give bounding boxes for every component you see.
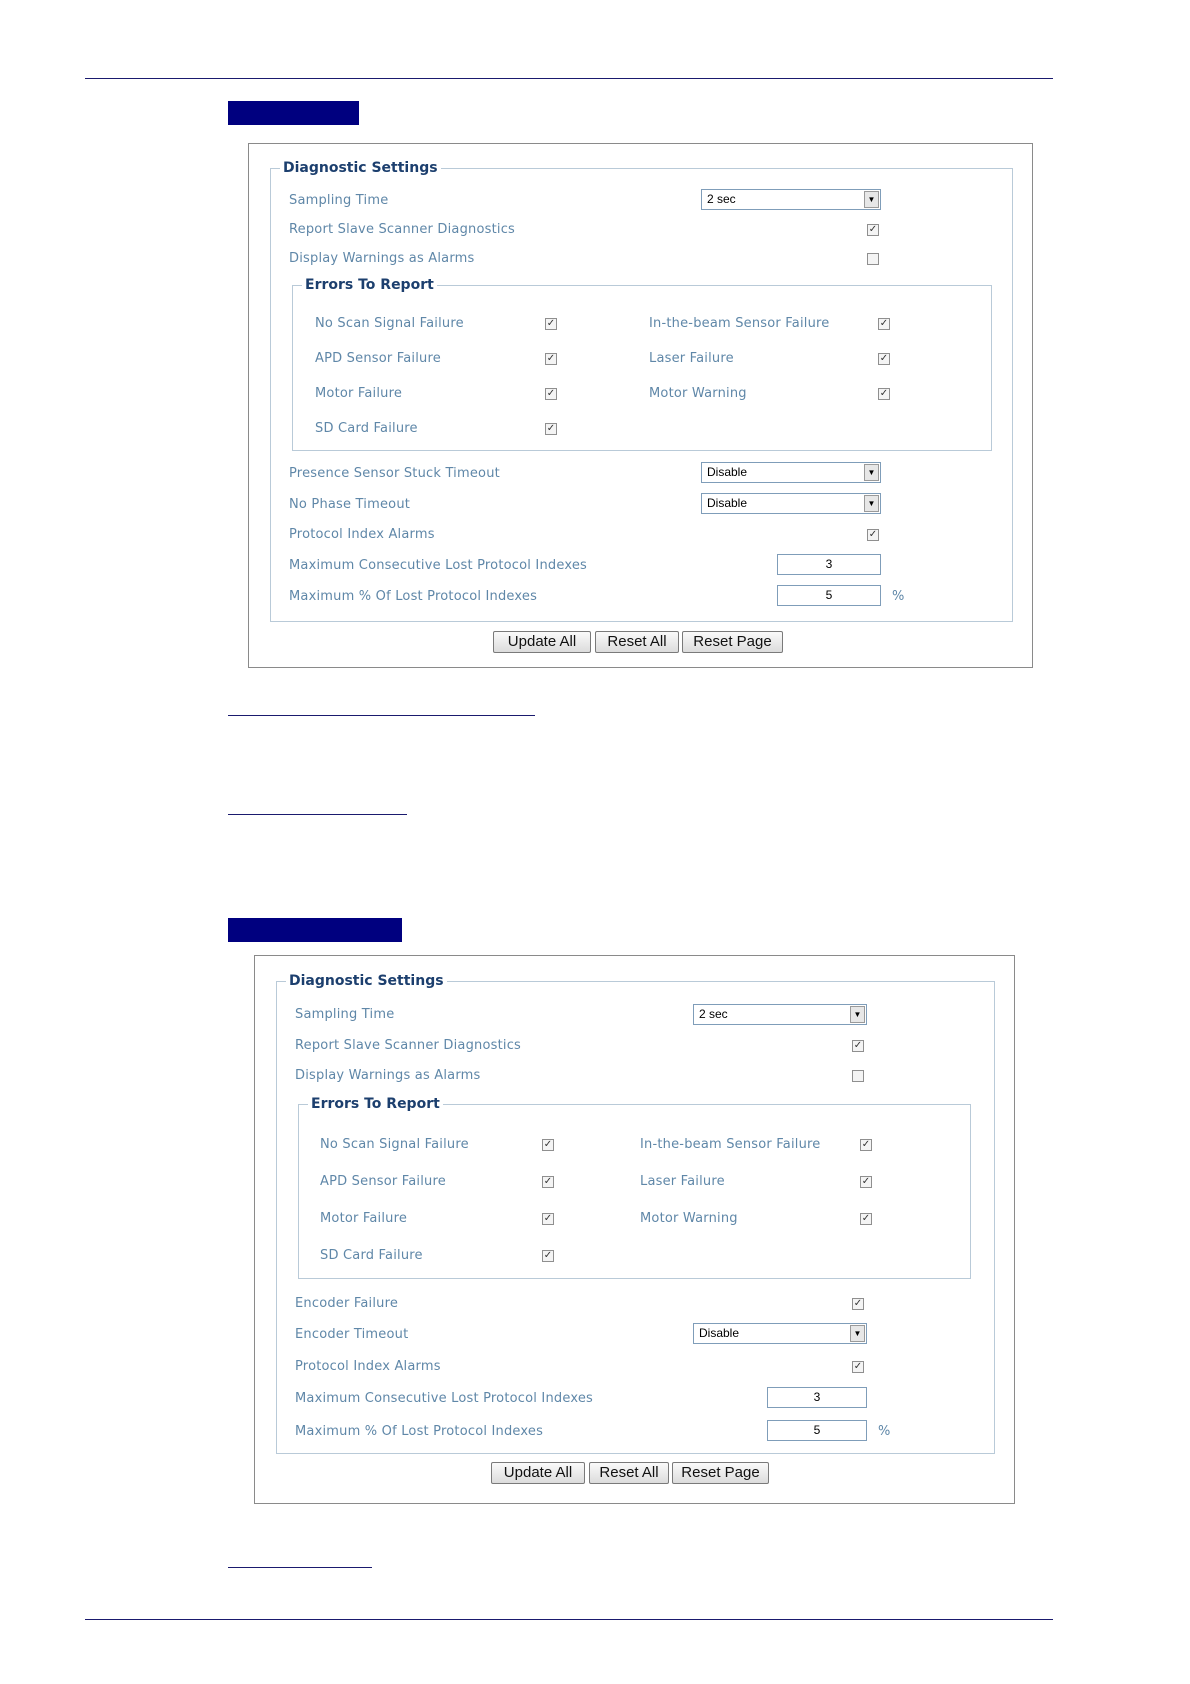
presence-timeout-value: Disable	[707, 465, 748, 479]
presence-timeout-select[interactable]	[701, 462, 881, 483]
chevron-down-icon: ▼	[850, 1006, 865, 1023]
encoder-timeout-value: Disable	[699, 1326, 740, 1340]
encoder-timeout-label: Encoder Timeout	[295, 1327, 409, 1342]
diagnostic-settings-panel-1	[248, 143, 1033, 668]
sampling-time-select[interactable]	[693, 1004, 867, 1025]
sd-card-checkbox[interactable]: ✓	[546, 423, 556, 434]
report-slave-label: Report Slave Scanner Diagnostics	[289, 222, 516, 237]
errors-legend: Errors To Report	[308, 1096, 443, 1112]
no-phase-timeout-value: Disable	[707, 496, 748, 510]
chevron-down-icon: ▼	[864, 191, 879, 208]
report-slave-label: Report Slave Scanner Diagnostics	[295, 1038, 522, 1053]
sd-card-label: SD Card Failure	[320, 1248, 423, 1263]
sd-card-checkbox[interactable]: ✓	[543, 1250, 553, 1261]
max-percent-input[interactable]: 5	[777, 585, 881, 606]
footer-rule	[85, 1619, 1053, 1620]
sampling-time-value: 2 sec	[707, 192, 736, 206]
diagnostic-settings-fieldset	[270, 160, 1013, 622]
max-percent-label: Maximum % Of Lost Protocol Indexes	[289, 589, 538, 604]
in-the-beam-label: In-the-beam Sensor Failure	[640, 1137, 821, 1152]
apd-label: APD Sensor Failure	[315, 351, 441, 366]
errors-to-report-fieldset	[292, 277, 992, 451]
laser-checkbox[interactable]: ✓	[879, 353, 889, 364]
no-scan-checkbox[interactable]: ✓	[546, 318, 556, 329]
caption-underline-3	[228, 1567, 372, 1568]
laser-label: Laser Failure	[649, 351, 734, 366]
motor-failure-checkbox[interactable]: ✓	[546, 388, 556, 399]
max-consecutive-input[interactable]: 3	[777, 554, 881, 575]
update-all-button[interactable]: Update All	[491, 1462, 585, 1484]
motor-warning-checkbox[interactable]: ✓	[879, 388, 889, 399]
motor-warning-label: Motor Warning	[640, 1211, 738, 1226]
percent-unit: %	[878, 1424, 891, 1439]
display-warnings-checkbox[interactable]	[867, 253, 879, 265]
errors-legend: Errors To Report	[302, 277, 437, 293]
caption-underline-2	[228, 814, 407, 815]
in-the-beam-checkbox[interactable]: ✓	[861, 1139, 871, 1150]
laser-label: Laser Failure	[640, 1174, 725, 1189]
sampling-time-label: Sampling Time	[289, 193, 389, 208]
reset-page-button[interactable]: Reset Page	[672, 1462, 769, 1484]
fieldset-legend: Diagnostic Settings	[280, 160, 441, 176]
chevron-down-icon: ▼	[864, 464, 879, 481]
caption-underline-1	[228, 715, 535, 716]
percent-unit: %	[892, 589, 905, 604]
section-tag-2	[228, 918, 402, 942]
max-consecutive-label: Maximum Consecutive Lost Protocol Indexes	[295, 1391, 593, 1406]
update-all-button[interactable]: Update All	[493, 631, 591, 653]
fieldset-legend: Diagnostic Settings	[286, 973, 447, 989]
protocol-alarms-label: Protocol Index Alarms	[295, 1359, 441, 1374]
no-phase-timeout-select[interactable]	[701, 493, 881, 514]
encoder-timeout-select[interactable]	[693, 1323, 867, 1344]
report-slave-checkbox[interactable]: ✓	[868, 224, 878, 235]
section-tag-1	[228, 101, 359, 125]
chevron-down-icon: ▼	[864, 495, 879, 512]
no-phase-timeout-label: No Phase Timeout	[289, 497, 411, 512]
no-scan-label: No Scan Signal Failure	[320, 1137, 469, 1152]
motor-failure-label: Motor Failure	[315, 386, 403, 401]
motor-failure-label: Motor Failure	[320, 1211, 408, 1226]
max-consecutive-input[interactable]: 3	[767, 1387, 867, 1408]
display-warnings-label: Display Warnings as Alarms	[295, 1068, 481, 1083]
in-the-beam-checkbox[interactable]: ✓	[879, 318, 889, 329]
chevron-down-icon: ▼	[850, 1325, 865, 1342]
protocol-alarms-checkbox[interactable]: ✓	[868, 529, 878, 540]
motor-failure-checkbox[interactable]: ✓	[543, 1213, 553, 1224]
max-percent-label: Maximum % Of Lost Protocol Indexes	[295, 1424, 544, 1439]
apd-label: APD Sensor Failure	[320, 1174, 446, 1189]
reset-all-button[interactable]: Reset All	[595, 631, 679, 653]
report-slave-checkbox[interactable]: ✓	[853, 1040, 863, 1051]
max-percent-input[interactable]: 5	[767, 1420, 867, 1441]
diagnostic-settings-panel-2	[254, 955, 1015, 1504]
reset-all-button[interactable]: Reset All	[589, 1462, 669, 1484]
encoder-failure-label: Encoder Failure	[295, 1296, 399, 1311]
no-scan-checkbox[interactable]: ✓	[543, 1139, 553, 1150]
display-warnings-label: Display Warnings as Alarms	[289, 251, 475, 266]
reset-page-button[interactable]: Reset Page	[682, 631, 783, 653]
no-scan-label: No Scan Signal Failure	[315, 316, 464, 331]
display-warnings-checkbox[interactable]	[852, 1070, 864, 1082]
protocol-alarms-checkbox[interactable]: ✓	[853, 1361, 863, 1372]
sampling-time-value: 2 sec	[699, 1007, 728, 1021]
apd-checkbox[interactable]: ✓	[543, 1176, 553, 1187]
sd-card-label: SD Card Failure	[315, 421, 418, 436]
diagnostic-settings-fieldset	[276, 973, 995, 1454]
motor-warning-checkbox[interactable]: ✓	[861, 1213, 871, 1224]
max-consecutive-label: Maximum Consecutive Lost Protocol Indexes	[289, 558, 587, 573]
apd-checkbox[interactable]: ✓	[546, 353, 556, 364]
errors-to-report-fieldset	[298, 1096, 971, 1279]
motor-warning-label: Motor Warning	[649, 386, 747, 401]
laser-checkbox[interactable]: ✓	[861, 1176, 871, 1187]
sampling-time-label: Sampling Time	[295, 1007, 395, 1022]
encoder-failure-checkbox[interactable]: ✓	[853, 1298, 863, 1309]
sampling-time-select[interactable]	[701, 189, 881, 210]
in-the-beam-label: In-the-beam Sensor Failure	[649, 316, 830, 331]
presence-timeout-label: Presence Sensor Stuck Timeout	[289, 466, 500, 481]
protocol-alarms-label: Protocol Index Alarms	[289, 527, 435, 542]
header-rule	[85, 78, 1053, 79]
